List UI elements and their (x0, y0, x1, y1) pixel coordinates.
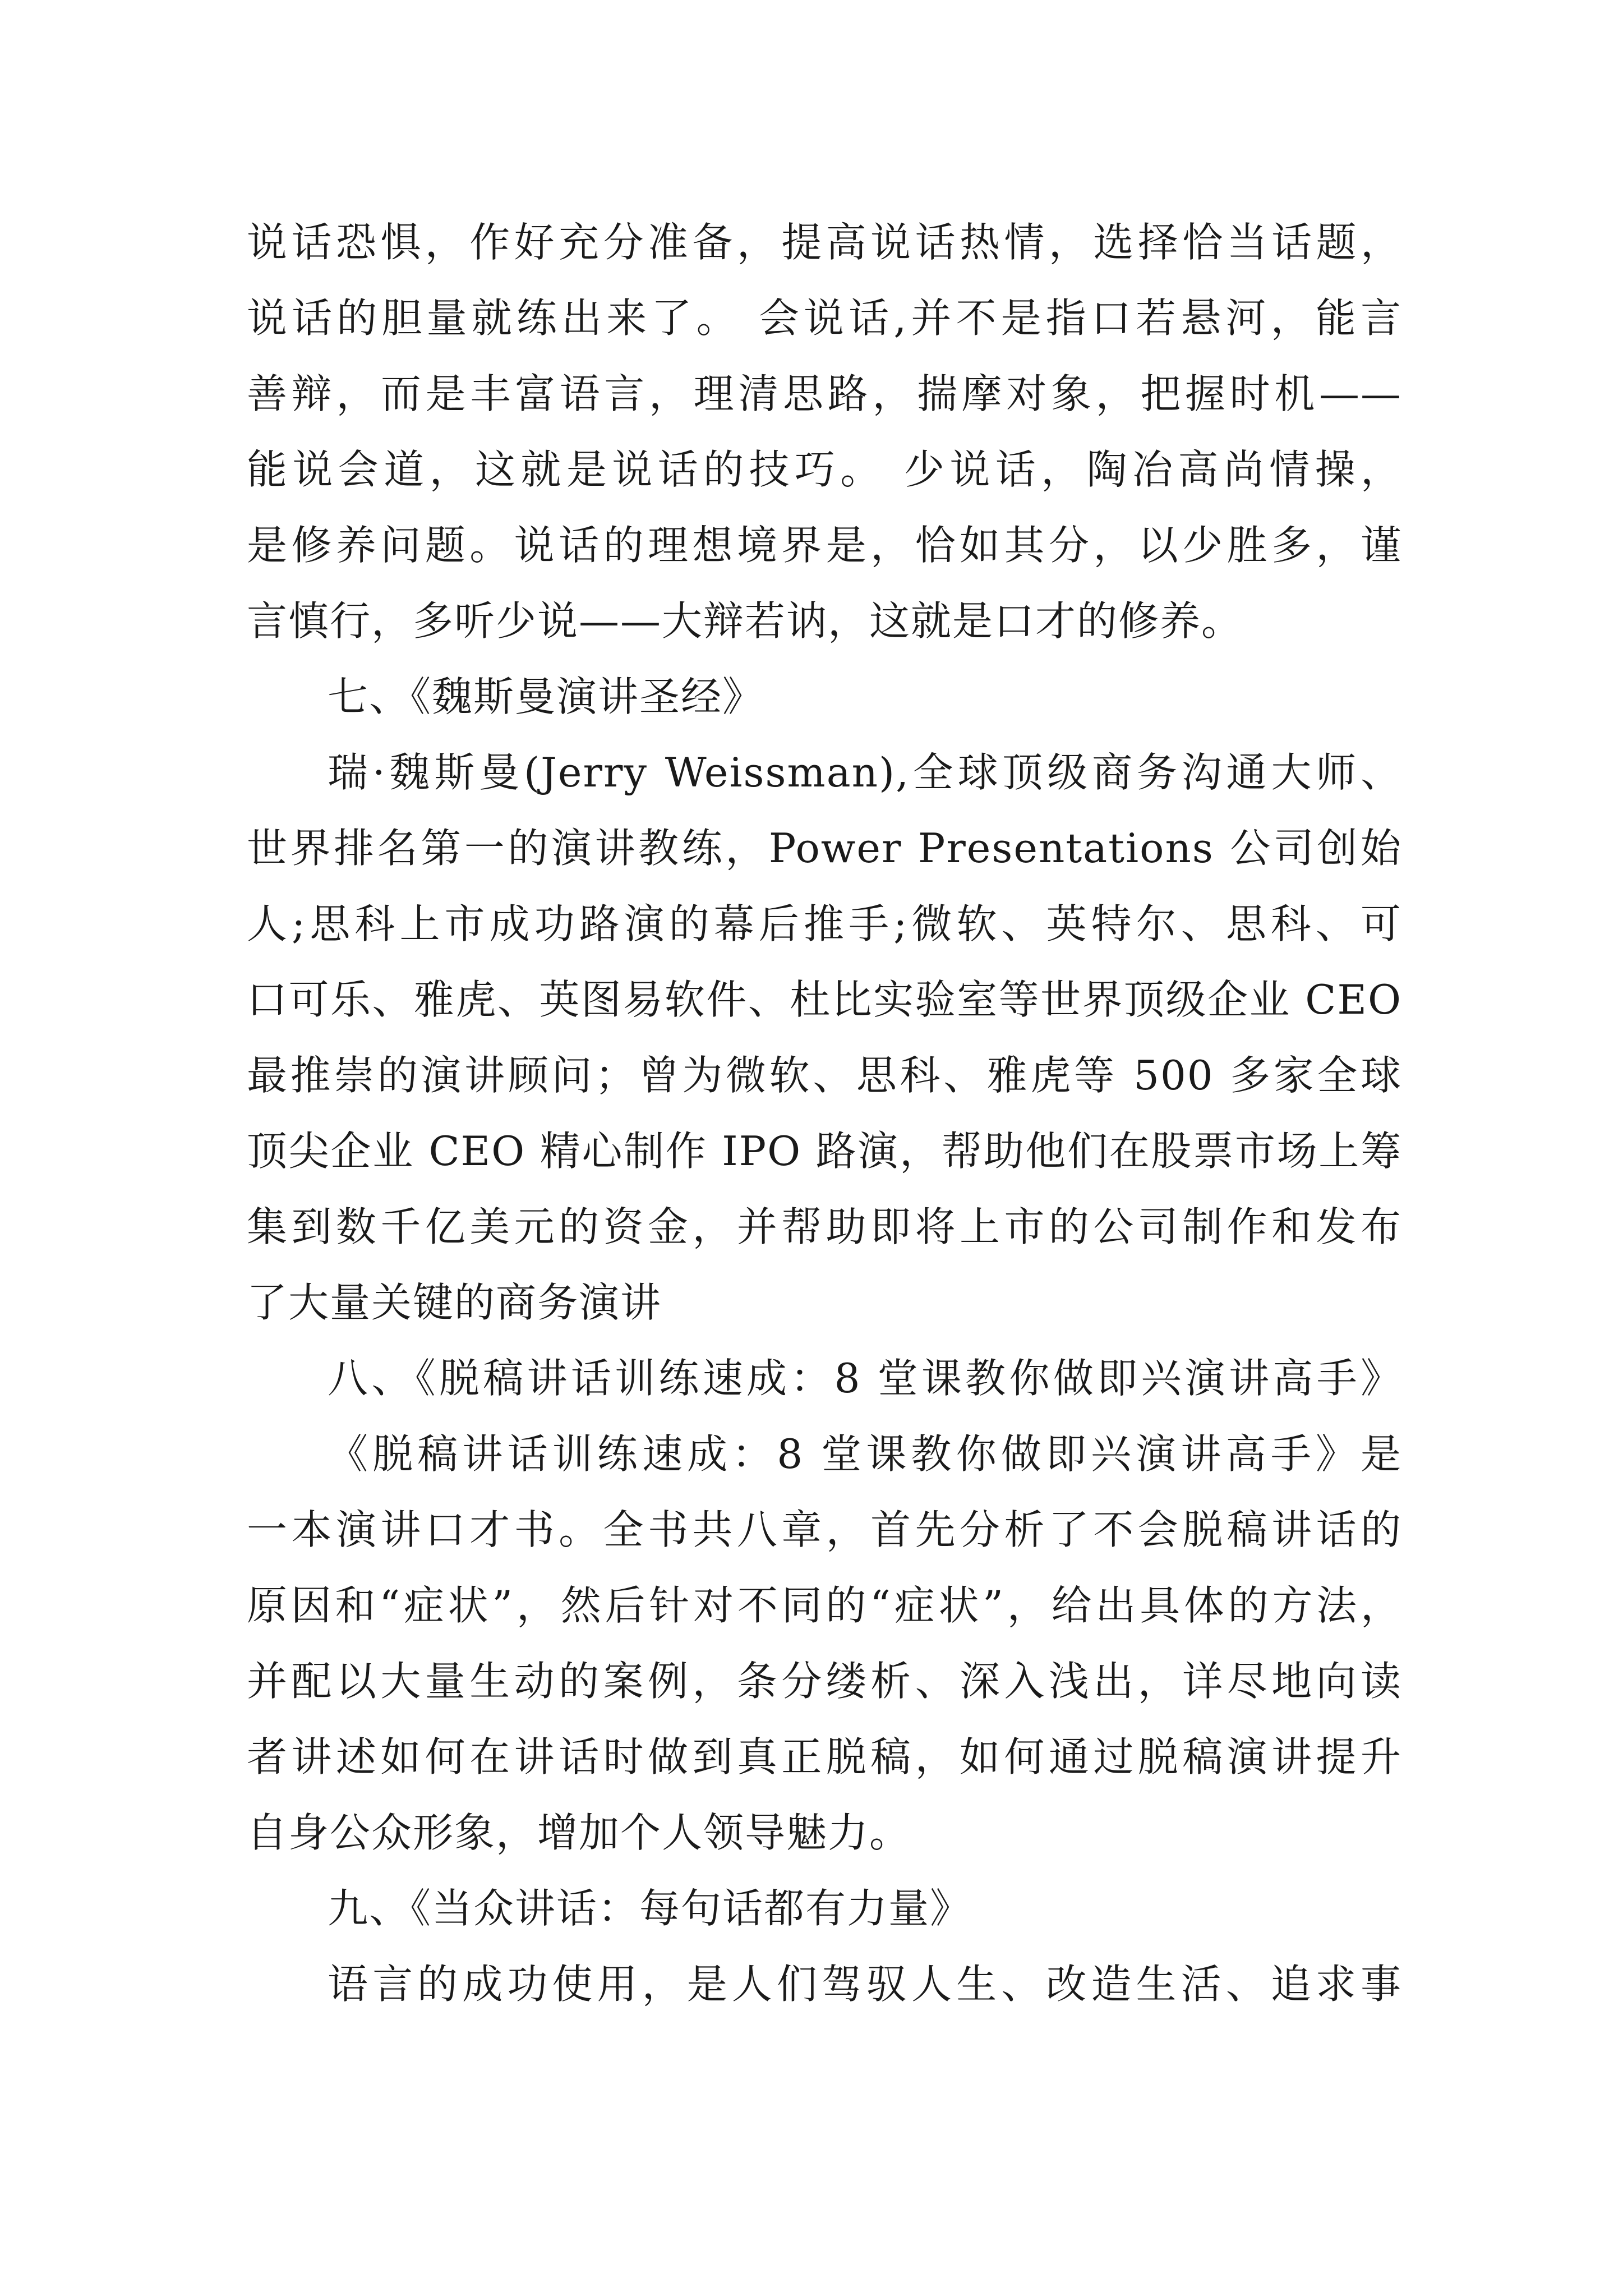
text-line: 人;思科上市成功路演的幕后推手;微软、英特尔、思科、可 (247, 900, 1402, 947)
text-line: 是修养问题。说话的理想境界是，恰如其分，以少胜多，谨 (247, 522, 1402, 569)
text-line: 语言的成功使用，是人们驾驭人生、改造生活、追求事 (328, 1961, 1402, 2008)
text-line: 瑞·魏斯曼(Jerry Weissman),全球顶级商务沟通大师、 (328, 749, 1402, 796)
text-line: 言慎行，多听少说——大辩若讷，这就是口才的修养。 (247, 597, 1243, 645)
text-line: 善辩，而是丰富语言，理清思路，揣摩对象，把握时机—— (247, 370, 1402, 417)
text-line: 原因和“症状”，然后针对不同的“症状”，给出具体的方法， (247, 1582, 1402, 1629)
text-line: 口可乐、雅虎、英图易软件、杜比实验室等世界顶级企业 CEO (247, 976, 1402, 1023)
text-line: 说话恐惧，作好充分准备，提高说话热情，选择恰当话题， (247, 219, 1402, 266)
text-line: 了大量关键的商务演讲 (247, 1279, 662, 1326)
body-text (247, 205, 1402, 2022)
text-line: 七、《魏斯曼演讲圣经》 (328, 673, 764, 720)
text-line: 顶尖企业 CEO 精心制作 IPO 路演，帮助他们在股票市场上筹 (247, 1128, 1402, 1175)
text-line: 并配以大量生动的案例，条分缕析、深入浅出，详尽地向读 (247, 1658, 1402, 1705)
text-line: 最推崇的演讲顾问；曾为微软、思科、雅虎等 500 多家全球 (247, 1052, 1402, 1099)
text-line: 世界排名第一的演讲教练，Power Presentations 公司创始 (247, 825, 1402, 872)
text-line: 九、《当众讲话：每句话都有力量》 (328, 1885, 972, 1932)
text-line: 能说会道，这就是说话的技巧。 少说话，陶冶高尚情操， (247, 446, 1402, 493)
text-line: 集到数千亿美元的资金，并帮助即将上市的公司制作和发布 (247, 1203, 1402, 1250)
text-line: 《脱稿讲话训练速成：8 堂课教你做即兴演讲高手》是 (328, 1430, 1402, 1478)
text-line: 自身公众形象，增加个人领导魅力。 (247, 1809, 911, 1856)
text-line: 八、《脱稿讲话训练速成：8 堂课教你做即兴演讲高手》 (328, 1355, 1402, 1402)
text-line: 者讲述如何在讲话时做到真正脱稿，如何通过脱稿演讲提升 (247, 1733, 1402, 1780)
text-line: 说话的胆量就练出来了。 会说话,并不是指口若悬河，能言 (247, 295, 1402, 342)
text-line: 一本演讲口才书。全书共八章，首先分析了不会脱稿讲话的 (247, 1506, 1402, 1553)
